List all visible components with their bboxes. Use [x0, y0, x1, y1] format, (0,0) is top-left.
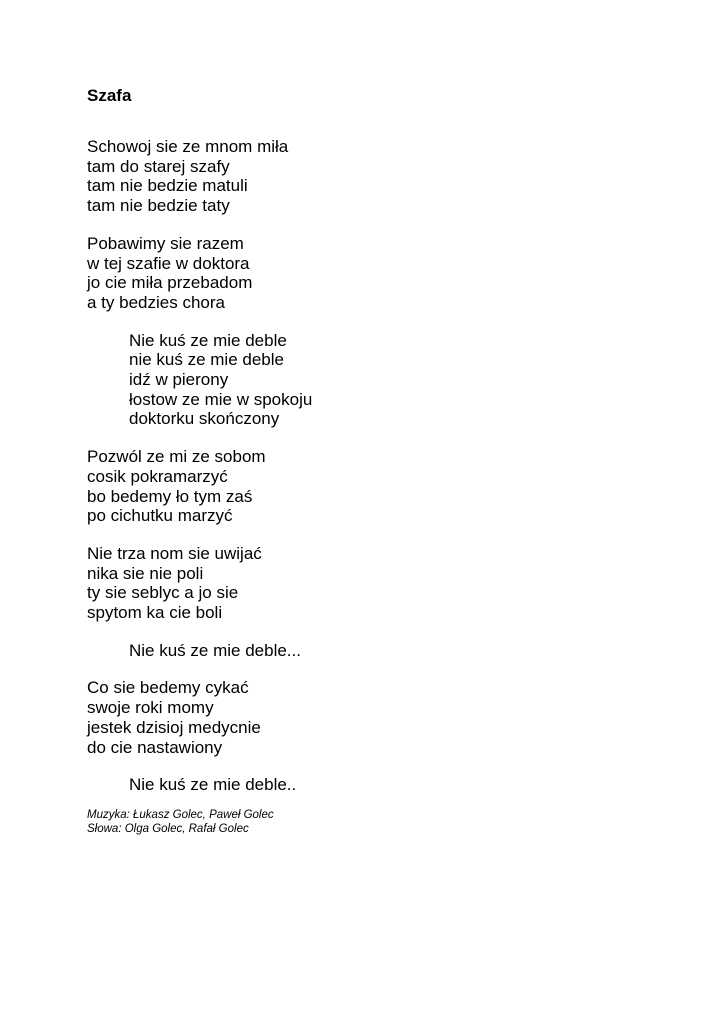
chorus-stanza [87, 775, 687, 795]
lyric-line: jo cie miła przebadom [87, 273, 253, 293]
lyric-line: Pozwól ze mi ze sobom [87, 447, 266, 467]
lyric-line: tam nie bedzie taty [87, 196, 230, 216]
lyric-line: do cie nastawiony [87, 737, 223, 757]
lyric-line: cosik pokramarzyć [87, 466, 228, 486]
lyric-line: Schowoj sie ze mnom miła [87, 137, 289, 156]
lyric-line: tam nie bedzie matuli [87, 176, 248, 196]
lyric-line: łostow ze mie w spokoju [129, 389, 313, 409]
song-title: Szafa [87, 86, 132, 105]
lyric-line: bo bedemy ło tym zaś [87, 486, 253, 506]
lyric-line: Pobawimy sie razem [87, 233, 244, 253]
chorus-stanza [87, 641, 687, 661]
lyric-line: tam do starej szafy [87, 156, 230, 176]
verse-stanza [87, 447, 687, 526]
lyric-line: Co sie bedemy cykać [87, 678, 249, 698]
lyric-line: Nie kuś ze mie deble... [129, 640, 301, 660]
lyric-line: po cichutku marzyć [87, 506, 233, 526]
document-page [87, 84, 687, 836]
lyric-line: jestek dzisioj medycnie [87, 717, 261, 737]
lyrics [87, 137, 687, 795]
lyric-line: nika sie nie poli [87, 563, 204, 583]
lyric-line: swoje roki momy [87, 698, 214, 718]
lyric-line: idź w pierony [129, 370, 229, 390]
lyric-line: Nie trza nom sie uwijać [87, 543, 262, 563]
music-credit: Muzyka: Łukasz Golec, Paweł Golec [87, 808, 274, 821]
verse-stanza [87, 234, 687, 313]
lyric-line: spytom ka cie boli [87, 603, 223, 623]
lyric-line: a ty bedzies chora [87, 292, 225, 312]
lyric-line: w tej szafie w doktora [87, 253, 250, 273]
lyric-line: doktorku skończony [129, 409, 280, 429]
credits [87, 808, 687, 836]
verse-stanza [87, 544, 687, 623]
verse-stanza [87, 678, 687, 757]
lyric-line: ty sie seblyc a jo sie [87, 583, 239, 603]
lyric-line: Nie kuś ze mie deble [129, 330, 287, 350]
verse-stanza [87, 137, 687, 216]
lyric-line: Nie kuś ze mie deble.. [129, 775, 297, 795]
chorus-stanza [87, 331, 687, 430]
lyric-line: nie kuś ze mie deble [129, 350, 284, 370]
lyrics-credit: Słowa: Olga Golec, Rafał Golec [87, 822, 249, 835]
